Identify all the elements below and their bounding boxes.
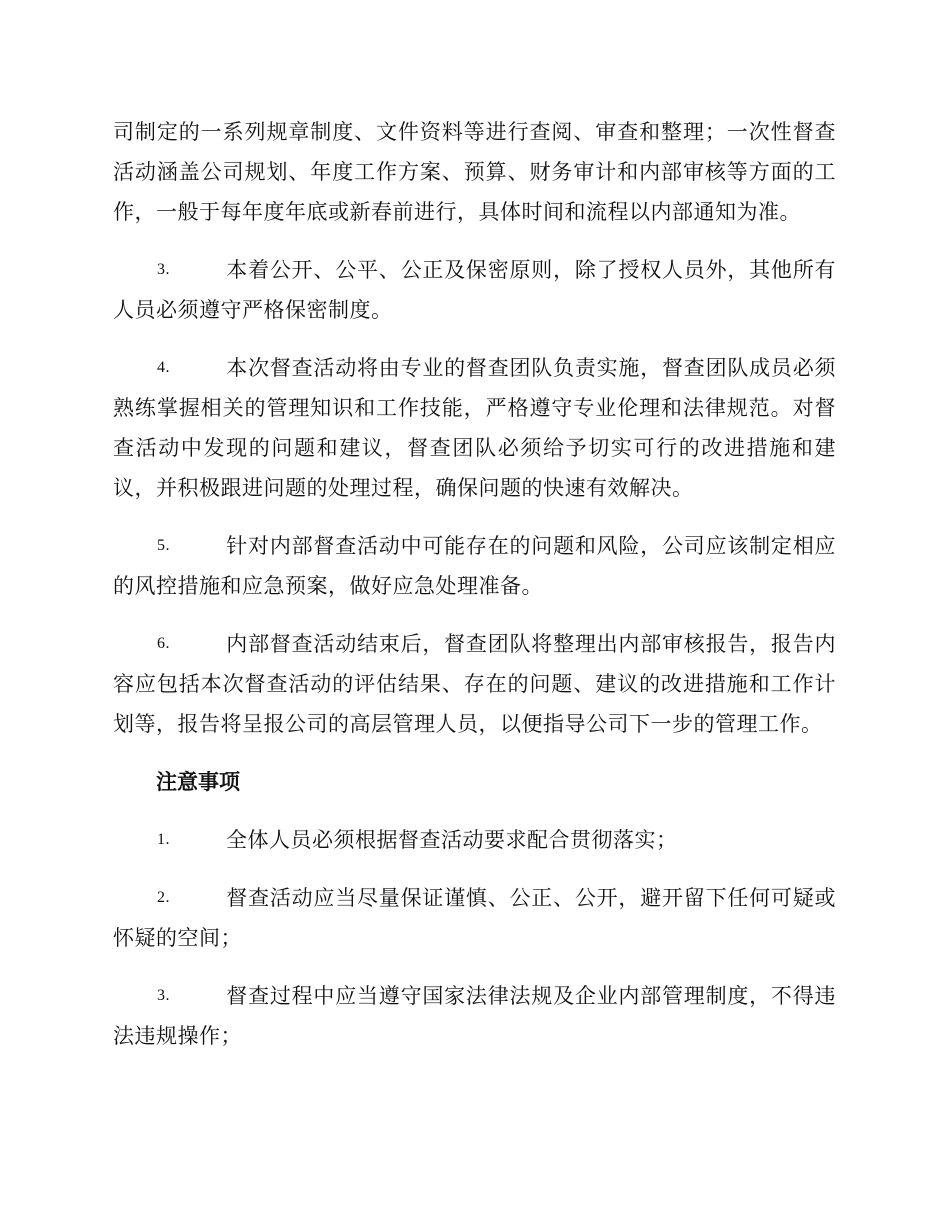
item-text: 内部督查活动结束后，督查团队将整理出内部审核报告，报告内容应包括本次督查活动的评估结果、存在的问题、建议的改进措施和工作计划等，报告将呈报公司的高层管理人员，以便指导公司下一步的管理工作。 (113, 632, 836, 736)
item-number: 5. (157, 537, 170, 554)
list-item (113, 250, 836, 330)
note-number: 3. (157, 987, 170, 1004)
item-text: 本次督查活动将由专业的督查团队负责实施，督查团队成员必须熟练掌握相关的管理知识和工作技能，严格遵守专业伦理和法律规范。对督查活动中发现的问题和建议，督查团队必须给予切实可行的改进措施和建议，并积极跟进问题的处理过程，确保问题的快速有效解决。 (113, 356, 836, 500)
note-number: 2. (157, 889, 170, 906)
item-text: 本着公开、公平、公正及保密原则，除了授权人员外，其他所有人员必须遵守严格保密制度。 (113, 258, 836, 322)
notes-heading: 注意事项 (156, 769, 240, 794)
note-text: 全体人员必须根据督查活动要求配合贯彻落实； (226, 828, 678, 852)
item-text: 针对内部督查活动中可能存在的问题和风险，公司应该制定相应的风控措施和应急预案，做好应急处理准备。 (113, 534, 836, 598)
note-item (113, 820, 836, 860)
list-item (113, 526, 836, 606)
note-text: 督查活动应当尽量保证谨慎、公正、公开，避开留下任何可疑或怀疑的空间； (113, 886, 836, 950)
note-number: 1. (157, 831, 170, 848)
intro-paragraph: 司制定的一系列规章制度、文件资料等进行查阅、审查和整理；一次性督查活动涵盖公司规划、年度工作方案、预算、财务审计和内部审核等方面的工作，一般于每年度年底或新春前进行，具体时间和流程以内部通知为准。 (113, 120, 836, 224)
note-text: 督查过程中应当遵守国家法律法规及企业内部管理制度，不得违法违规操作； (113, 984, 836, 1048)
list-item (113, 348, 836, 508)
item-number: 3. (157, 261, 170, 278)
note-item (113, 878, 836, 958)
item-number: 4. (157, 359, 170, 376)
note-item (113, 976, 836, 1056)
item-number: 6. (157, 635, 170, 652)
list-item (113, 624, 836, 744)
